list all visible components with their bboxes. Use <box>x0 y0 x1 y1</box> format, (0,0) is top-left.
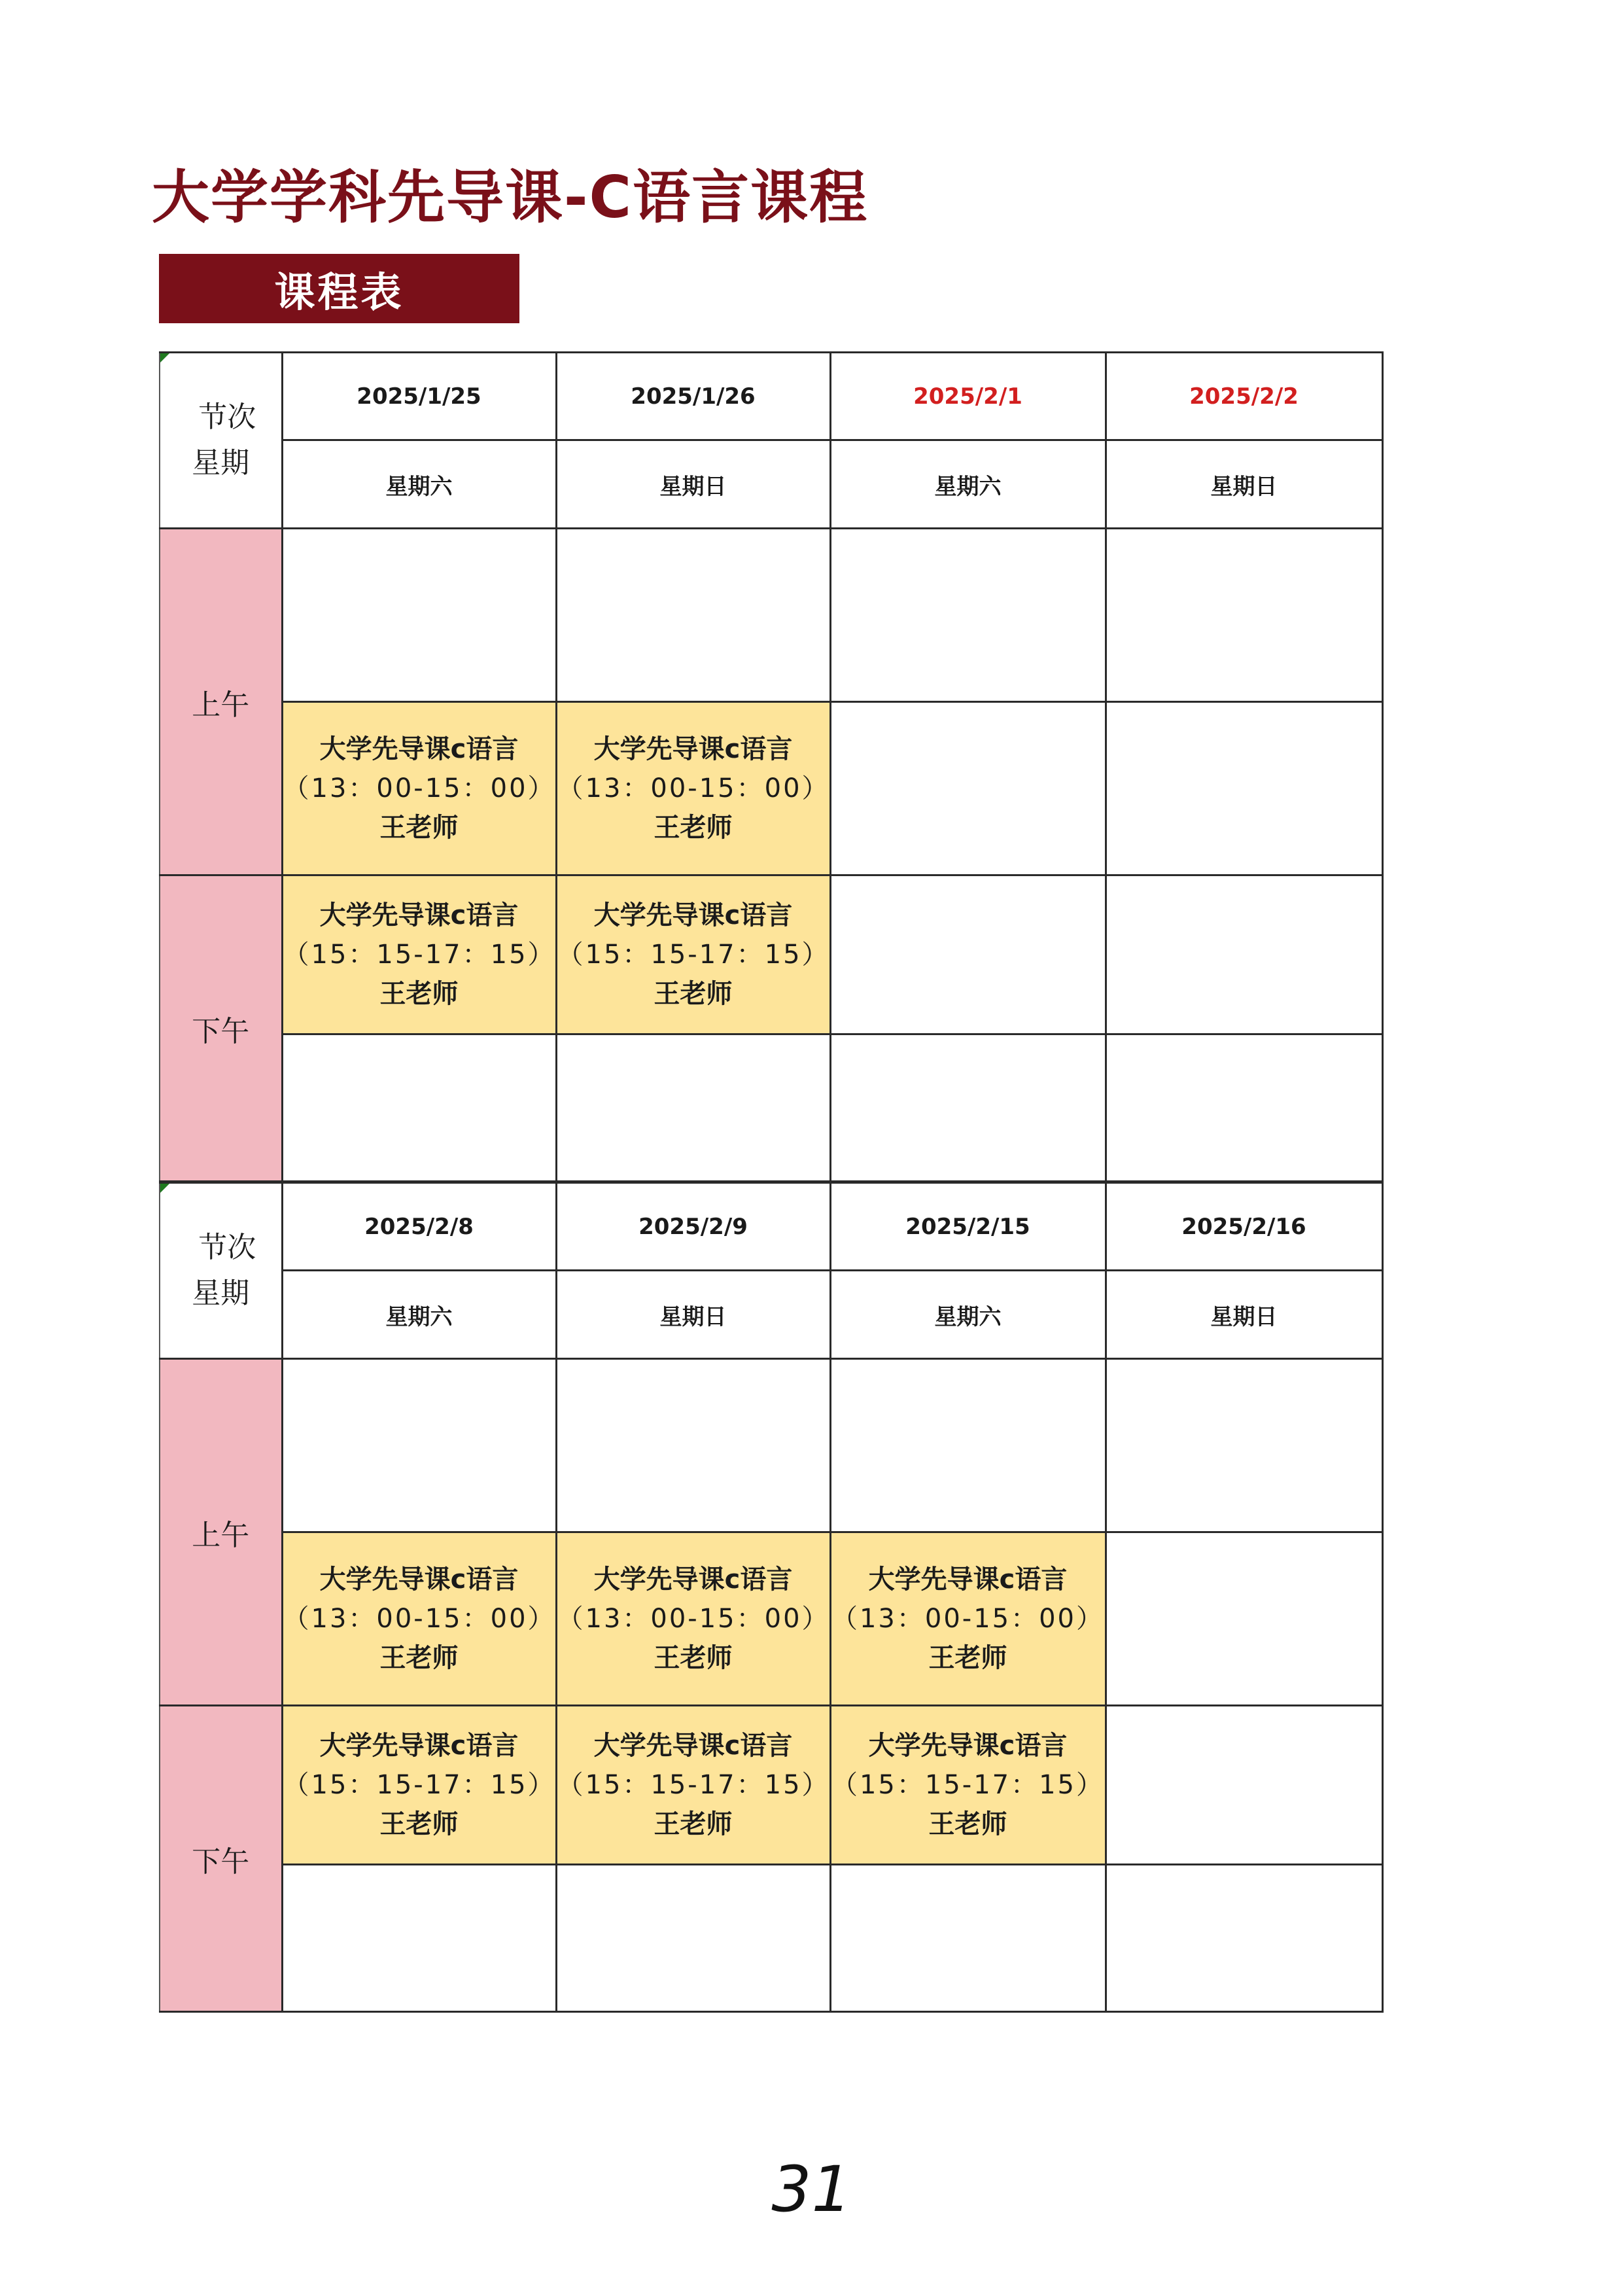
course-cell <box>282 1532 556 1706</box>
empty-cell <box>830 875 1106 1034</box>
course-time: （15：15-17：15） <box>557 1770 830 1800</box>
empty-cell <box>1106 702 1382 875</box>
course-cell <box>556 1532 830 1706</box>
course-time: （13：00-15：00） <box>557 773 830 804</box>
date-header: 2025/1/25 <box>282 353 556 440</box>
schedule-section-banner: 课程表 <box>159 254 519 323</box>
period-afternoon: 下午 <box>160 875 282 1182</box>
cell-comment-flag <box>160 353 169 362</box>
course-teacher: 王老师 <box>379 1809 459 1839</box>
empty-cell <box>1106 1706 1382 1865</box>
weekday-header: 星期六 <box>282 440 556 529</box>
course-time: （15：15-17：15） <box>283 1770 556 1800</box>
course-cell <box>282 875 556 1034</box>
date-header: 2025/1/26 <box>556 353 830 440</box>
corner-header <box>160 1183 282 1359</box>
course-teacher: 王老师 <box>654 813 733 843</box>
period-morning: 上午 <box>160 529 282 875</box>
weekday-header: 星期日 <box>1106 440 1382 529</box>
empty-cell <box>1106 529 1382 702</box>
date-header: 2025/2/8 <box>282 1183 556 1271</box>
course-name: 大学先导课c语言 <box>868 1564 1068 1595</box>
cell-comment-flag <box>160 1184 169 1193</box>
empty-cell <box>556 1359 830 1532</box>
weekday-header: 星期日 <box>1106 1271 1382 1359</box>
course-cell <box>556 1706 830 1865</box>
empty-cell <box>1106 1034 1382 1182</box>
date-header: 2025/2/16 <box>1106 1183 1382 1271</box>
page-title: 大学学科先导课-C语言课程 <box>152 164 869 231</box>
weekday-header: 星期六 <box>830 1271 1106 1359</box>
weekday-header: 星期六 <box>282 1271 556 1359</box>
weekday-header: 星期六 <box>830 440 1106 529</box>
date-header: 2025/2/9 <box>556 1183 830 1271</box>
course-teacher: 王老师 <box>379 813 459 843</box>
course-name: 大学先导课c语言 <box>319 900 519 930</box>
empty-cell <box>1106 1865 1382 2012</box>
period-morning: 上午 <box>160 1359 282 1706</box>
course-time: （13：00-15：00） <box>283 1604 556 1634</box>
course-time: （15：15-17：15） <box>283 940 556 970</box>
empty-cell <box>830 702 1106 875</box>
course-time: （15：15-17：15） <box>831 1770 1105 1800</box>
course-cell <box>556 875 830 1034</box>
course-cell <box>830 1532 1106 1706</box>
empty-cell <box>556 1034 830 1182</box>
date-header: 2025/2/1 <box>830 353 1106 440</box>
empty-cell <box>282 1359 556 1532</box>
course-name: 大学先导课c语言 <box>319 1731 519 1761</box>
course-teacher: 王老师 <box>654 1643 733 1673</box>
course-name: 大学先导课c语言 <box>319 1564 519 1595</box>
weekday-header: 星期日 <box>556 440 830 529</box>
course-name: 大学先导课c语言 <box>593 1731 793 1761</box>
corner-label-weekday: 星期 <box>192 1277 250 1310</box>
course-teacher: 王老师 <box>928 1809 1007 1839</box>
empty-cell <box>1106 1359 1382 1532</box>
course-cell <box>282 702 556 875</box>
corner-label-weekday: 星期 <box>192 446 250 480</box>
course-name: 大学先导课c语言 <box>319 734 519 764</box>
course-name: 大学先导课c语言 <box>593 1564 793 1595</box>
course-teacher: 王老师 <box>379 1643 459 1673</box>
course-time: （13：00-15：00） <box>557 1604 830 1634</box>
empty-cell <box>1106 1532 1382 1706</box>
course-teacher: 王老师 <box>379 979 459 1009</box>
empty-cell <box>830 1865 1106 2012</box>
empty-cell <box>1106 875 1382 1034</box>
course-time: （15：15-17：15） <box>557 940 830 970</box>
corner-label-period: 节次 <box>198 1231 256 1264</box>
empty-cell <box>830 1359 1106 1532</box>
corner-label-period: 节次 <box>198 400 256 434</box>
course-cell <box>282 1706 556 1865</box>
course-name: 大学先导课c语言 <box>593 734 793 764</box>
date-header: 2025/2/15 <box>830 1183 1106 1271</box>
empty-cell <box>282 529 556 702</box>
course-teacher: 王老师 <box>654 979 733 1009</box>
course-name: 大学先导课c语言 <box>868 1731 1068 1761</box>
course-time: （13：00-15：00） <box>831 1604 1105 1634</box>
empty-cell <box>556 529 830 702</box>
weekday-header: 星期日 <box>556 1271 830 1359</box>
course-cell <box>556 702 830 875</box>
corner-header <box>160 353 282 529</box>
date-header: 2025/2/2 <box>1106 353 1382 440</box>
schedule-table-1 <box>159 351 1384 1182</box>
empty-cell <box>830 1034 1106 1182</box>
page-number: 31 <box>771 2153 852 2226</box>
course-name: 大学先导课c语言 <box>593 900 793 930</box>
empty-cell <box>830 529 1106 702</box>
course-cell <box>830 1706 1106 1865</box>
empty-cell <box>282 1865 556 2012</box>
course-time: （13：00-15：00） <box>283 773 556 804</box>
period-afternoon: 下午 <box>160 1706 282 2012</box>
schedule-table-2 <box>159 1182 1384 2013</box>
empty-cell <box>556 1865 830 2012</box>
course-teacher: 王老师 <box>928 1643 1007 1673</box>
course-teacher: 王老师 <box>654 1809 733 1839</box>
empty-cell <box>282 1034 556 1182</box>
